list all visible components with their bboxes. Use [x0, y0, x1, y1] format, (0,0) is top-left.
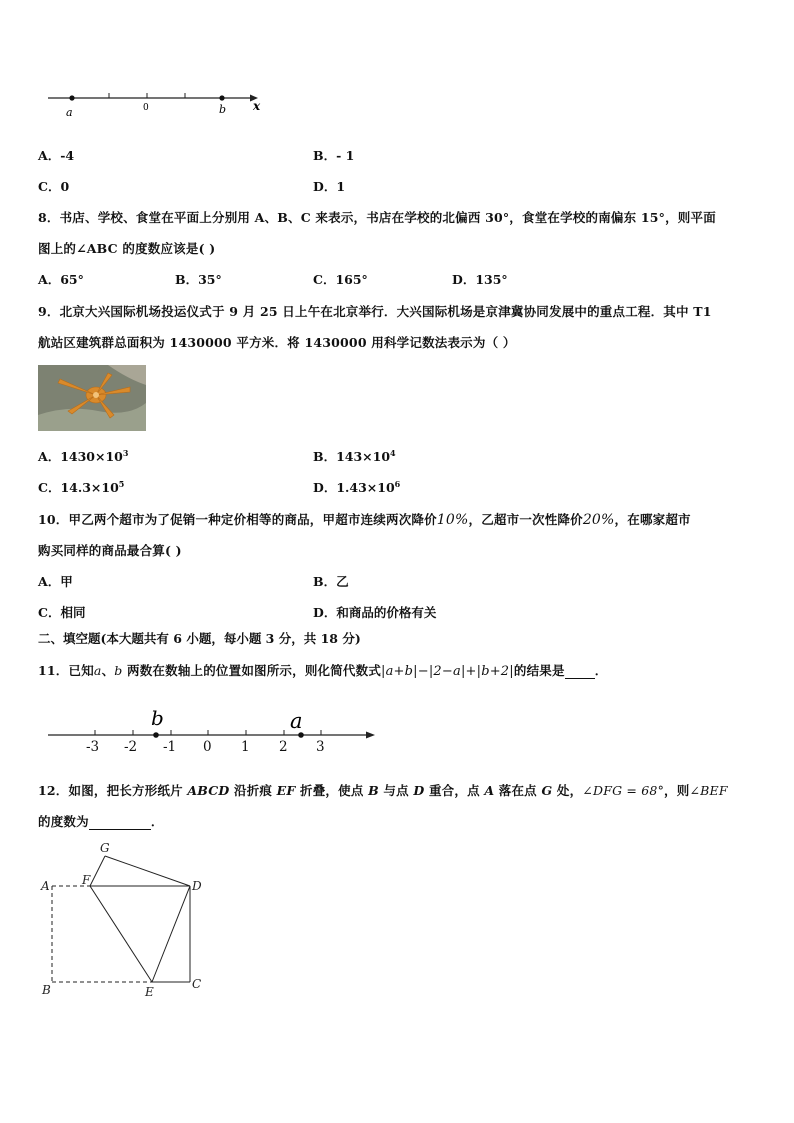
q11-middle: 两数在数轴上的位置如图所示，则化简代数式 [122, 663, 382, 678]
q12-line2: 的度数为 [38, 814, 89, 829]
q8-option-c[interactable] [313, 270, 368, 288]
q11-var-b: b [114, 663, 123, 678]
q12-stem-line1 [38, 781, 728, 799]
section-heading: 二、填空题(本大题共有 6 小题，每小题 3 分，共 18 分) [38, 631, 361, 646]
option-label: D． [313, 179, 337, 194]
q9-stem-line1: 9．北京大兴国际机场投运仪式于 9 月 25 日上午在北京举行．大兴国际机场是京津冀协同发展中的重点工程．其中 T1 [38, 304, 712, 319]
q12-text-a: 12．如图，把长方形纸片 [38, 783, 188, 798]
option-value: 135° [475, 272, 508, 287]
q11-answer-blank[interactable] [565, 663, 595, 679]
option-label: C． [38, 480, 61, 495]
q12-text-c: 折叠，使点 [295, 783, 369, 798]
q11-sep: 、 [101, 663, 115, 678]
q9-option-c[interactable] [38, 478, 124, 496]
label-b: B [42, 983, 51, 997]
q10-option-d[interactable] [313, 603, 436, 621]
q9-option-b[interactable] [313, 447, 396, 465]
q11-expression: |a+b|−|2−a|+|b+2| [381, 664, 514, 679]
label-d: D [192, 879, 202, 893]
q10-option-b[interactable] [313, 572, 349, 590]
q8-stem-line2: 图上的∠ABC 的度数应该是( ) [38, 241, 216, 256]
q11-stem [38, 661, 607, 679]
q12-answer-blank[interactable] [89, 814, 151, 830]
option-label: D． [313, 605, 337, 620]
number-line-figure-2 [40, 700, 385, 760]
q10-text-c: ，在哪家超市 [614, 512, 691, 527]
q7-option-b[interactable] [313, 146, 354, 164]
tick-label: 0 [203, 739, 212, 755]
q12-text-e: 重合，点 [424, 783, 485, 798]
option-label: A． [38, 272, 61, 287]
q12-text-f: 落在点 [494, 783, 542, 798]
q12-text-b: 沿折痕 [229, 783, 277, 798]
option-label: A． [38, 574, 61, 589]
q8-option-a[interactable] [38, 270, 84, 288]
option-value: -4 [60, 148, 75, 163]
option-label: B． [313, 148, 337, 163]
tick-label: 3 [316, 739, 325, 755]
option-value: 165° [335, 272, 368, 287]
option-value: 甲 [60, 574, 73, 589]
point-b [153, 732, 159, 738]
label-zero: 0 [143, 103, 149, 113]
option-value: 35° [198, 272, 222, 287]
option-value: - 1 [336, 148, 355, 163]
q10-stem-line1 [38, 510, 691, 528]
q7-option-d[interactable] [313, 177, 345, 195]
q9-stem-line2: 航站区建筑群总面积为 1430000 平方米．将 1430000 用科学记数法表示为（ ） [38, 335, 516, 350]
option-exponent: 4 [390, 447, 396, 458]
label-a: a [290, 709, 303, 733]
tick-label: -1 [163, 739, 177, 755]
q10-option-a[interactable] [38, 572, 73, 590]
point-a [69, 95, 74, 100]
option-exponent: 6 [394, 478, 401, 489]
tick-label: -2 [124, 739, 138, 755]
q11-suffix: 的结果是 [513, 663, 565, 678]
option-exponent: 3 [122, 447, 129, 458]
folded-rectangle-figure [38, 838, 218, 1003]
q10-percent-1: 10% [436, 512, 469, 528]
option-exponent: 5 [118, 478, 125, 489]
q7-option-a[interactable] [38, 146, 74, 164]
number-line-figure-1 [40, 85, 280, 120]
label-a: A [41, 879, 50, 893]
label-c: C [192, 977, 202, 991]
q7-option-c[interactable] [38, 177, 69, 195]
tick-label: -3 [86, 739, 100, 755]
option-value: 和商品的价格有关 [336, 605, 437, 620]
label-b: b [219, 103, 227, 116]
q8-option-d[interactable] [452, 270, 508, 288]
option-label: B． [175, 272, 199, 287]
label-g: G [100, 841, 110, 855]
option-label: A． [38, 449, 61, 464]
option-label: B． [313, 574, 337, 589]
option-value: 1 [336, 179, 346, 194]
q12-text-d: 与点 [378, 783, 414, 798]
q12-angle-given: ∠DFG = 68° [582, 783, 665, 798]
q12-stem-line2 [38, 812, 164, 830]
label-a: a [66, 106, 73, 119]
option-label: A． [38, 148, 61, 163]
q9-option-d[interactable] [313, 478, 400, 496]
q10-stem-line2: 购买同样的商品最合算( ) [38, 543, 182, 558]
q10-percent-2: 20% [582, 512, 615, 528]
point-b [219, 95, 224, 100]
q10-text-a: 10．甲乙两个超市为了促销一种定价相等的商品，甲超市连续两次降价 [38, 512, 437, 527]
q9-option-a[interactable] [38, 447, 128, 465]
option-label: B． [313, 449, 337, 464]
q12-abcd: ABCD [187, 783, 230, 798]
point-a [298, 732, 304, 738]
q12-end: ． [150, 814, 164, 829]
q12-point-g: G [541, 783, 553, 798]
label-x: x [253, 99, 261, 113]
label-f: F [82, 873, 91, 887]
option-mantissa: 14.3×10 [60, 480, 119, 495]
tick-label: 2 [279, 739, 288, 755]
q11-end: ． [594, 663, 608, 678]
q12-text-h: ，则 [664, 783, 690, 798]
q12-point-b: B [368, 783, 379, 798]
q11-prefix: 11．已知 [38, 663, 94, 678]
option-label: C． [38, 605, 61, 620]
option-label: D． [452, 272, 476, 287]
q12-point-d: D [413, 783, 425, 798]
option-mantissa: 1.43×10 [336, 480, 395, 495]
option-value: 相同 [60, 605, 86, 620]
label-e: E [145, 985, 154, 999]
q12-ef: EF [276, 783, 296, 798]
q8-stem-line1: 8．书店、学校、食堂在平面上分别用 A、B、C 来表示，书店在学校的北偏西 30°，食堂在学校的南偏东 15°，则平面 [38, 210, 716, 225]
label-b: b [151, 706, 164, 730]
option-label: D． [313, 480, 337, 495]
option-mantissa: 143×10 [336, 449, 391, 464]
option-label: C． [38, 179, 61, 194]
q10-option-c[interactable] [38, 603, 85, 621]
option-value: 65° [60, 272, 84, 287]
q8-option-b[interactable] [175, 270, 222, 288]
option-value: 乙 [336, 574, 349, 589]
option-label: C． [313, 272, 336, 287]
q10-text-b: ，乙超市一次性降价 [468, 512, 583, 527]
option-value: 0 [60, 179, 70, 194]
tick-label: 1 [241, 739, 250, 755]
q12-point-a: A [484, 783, 495, 798]
q12-angle-find: ∠BEF [689, 783, 728, 798]
airport-aerial-photo [38, 365, 146, 431]
q12-text-g: 处， [552, 783, 583, 798]
option-mantissa: 1430×10 [60, 449, 123, 464]
q11-var-a: a [93, 663, 102, 678]
